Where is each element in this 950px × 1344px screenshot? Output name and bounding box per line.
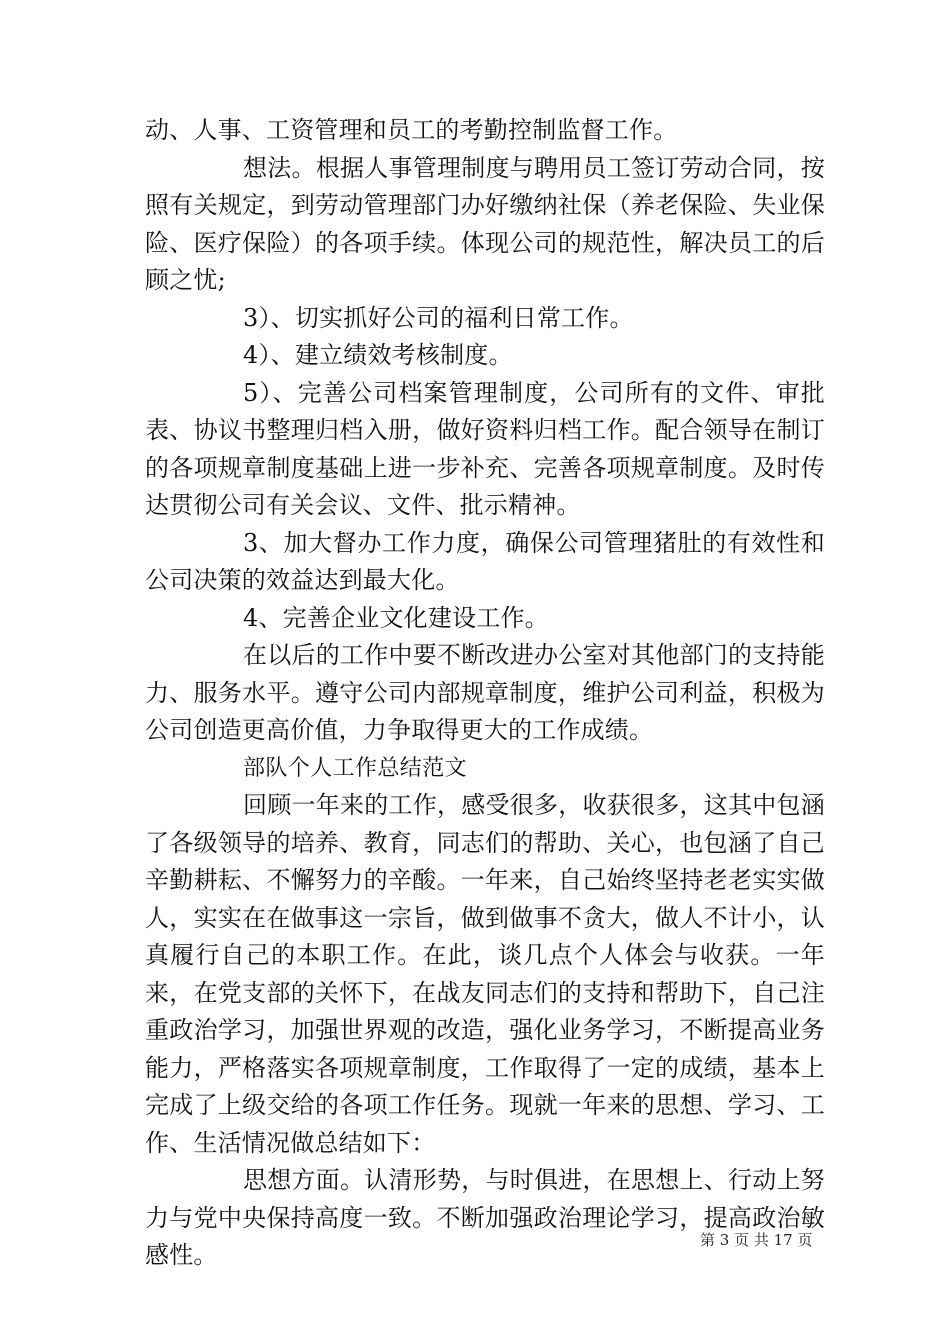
- paragraph-2: 想法。根据人事管理制度与聘用员工签订劳动合同，按照有关规定，到劳动管理部门办好缴纳社保（养老保险、失业保险、医疗保险）的各项手续。体现公司的规范性，解决员工的后顾之忧;: [145, 153, 825, 294]
- page-number-footer: 第 3 页 共 17 页: [700, 1231, 813, 1249]
- document-body: [145, 112, 825, 1275]
- paragraph-8: 在以后的工作中要不断改进办公室对其他部门的支持能力、服务水平。遵守公司内部规章制度，维护公司利益，积极为公司创造更高价值，力争取得更大的工作成绩。: [145, 641, 825, 744]
- section-title: 部队个人工作总结范文: [243, 755, 468, 781]
- paragraph-10: 思想方面。认清形势，与时俱进，在思想上、行动上努力与党中央保持高度一致。不断加强政治理论学习，提高政治敏感性。: [145, 1166, 825, 1269]
- paragraph-1: 动、人事、工资管理和员工的考勤控制监督工作。: [145, 116, 678, 144]
- paragraph-9: 回顾一年来的工作，感受很多，收获很多，这其中包涵了各级领导的培养、教育，同志们的帮助、关心，也包涵了自己辛勤耕耘、不懈努力的辛酸。一年来，自己始终坚持老老实实做人，实实在在做事这一宗旨，做到做事不贪大，做人不计小，认真履行自己的本职工作。在此，谈几点个人体会与收获。一年来，在党支部的关怀下，在战友同志们的支持和帮助下，自己注重政治学习，加强世界观的改造，强化业务学习，不断提高业务能力，严格落实各项规章制度，工作取得了一定的成绩，基本上完成了上级交给的各项工作任务。现就一年来的思想、学习、工作、生活情况做总结如下：: [145, 791, 825, 1157]
- paragraph-4: 4）、建立绩效考核制度。: [243, 341, 513, 369]
- paragraph-5: 5）、完善公司档案管理制度，公司所有的文件、审批表、协议书整理归档入册，做好资料归档工作。配合领导在制订的各项规章制度基础上进一步补充、完善各项规章制度。及时传达贯彻公司有关会议、文件、批示精神。: [145, 378, 825, 519]
- paragraph-7: 4、完善企业文化建设工作。: [243, 603, 549, 632]
- paragraph-6: 3、加大督办工作力度，确保公司管理猪肚的有效性和公司决策的效益达到最大化。: [145, 528, 825, 594]
- paragraph-3: 3）、切实抓好公司的福利日常工作。: [243, 303, 634, 332]
